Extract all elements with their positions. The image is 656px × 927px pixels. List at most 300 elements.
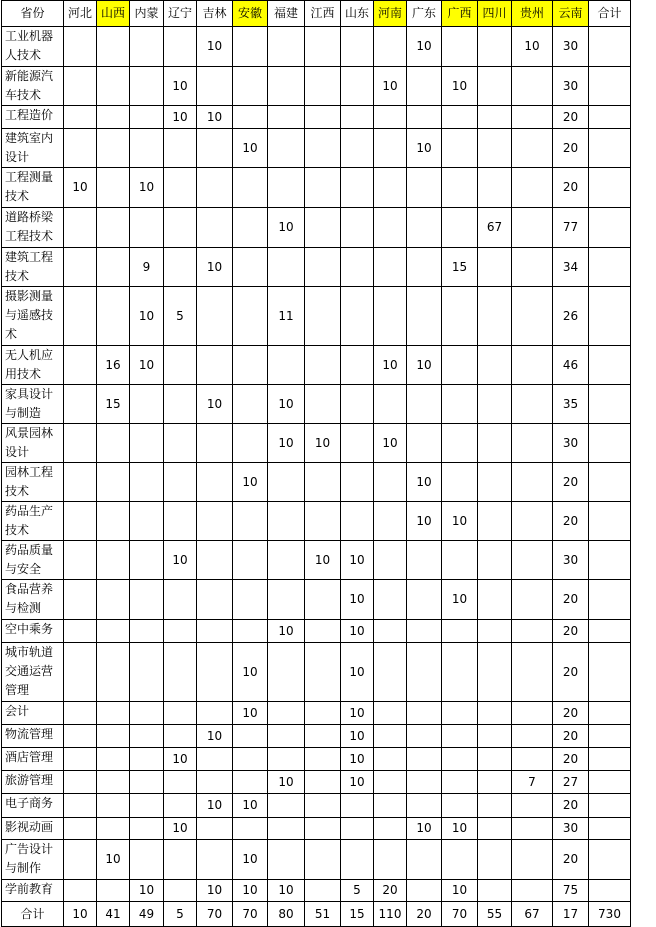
value-cell: 7 <box>512 771 553 794</box>
value-cell: 10 <box>130 168 164 208</box>
value-cell: 49 <box>130 902 164 927</box>
table-row <box>2 748 631 771</box>
value-cell <box>478 620 512 643</box>
value-cell <box>130 794 164 818</box>
value-cell <box>64 502 97 541</box>
row-label: 工业机器人技术 <box>2 27 64 67</box>
value-cell <box>305 106 341 129</box>
value-cell <box>130 27 164 67</box>
header-cell: 贵州 <box>512 1 553 27</box>
header-cell: 广东 <box>407 1 442 27</box>
value-cell: 30 <box>553 27 589 67</box>
row-label: 旅游管理 <box>2 771 64 794</box>
value-cell <box>64 818 97 840</box>
value-cell: 51 <box>305 902 341 927</box>
value-cell <box>478 106 512 129</box>
value-cell <box>305 643 341 702</box>
table-row <box>2 725 631 748</box>
value-cell <box>97 725 130 748</box>
value-cell <box>512 725 553 748</box>
value-cell <box>589 840 631 880</box>
value-cell <box>407 580 442 620</box>
value-cell <box>197 287 233 346</box>
value-cell <box>478 502 512 541</box>
table-row <box>2 702 631 725</box>
value-cell: 730 <box>589 902 631 927</box>
value-cell <box>130 702 164 725</box>
value-cell <box>512 106 553 129</box>
value-cell <box>478 725 512 748</box>
value-cell <box>164 840 197 880</box>
value-cell <box>407 287 442 346</box>
value-cell: 10 <box>268 424 305 463</box>
value-cell <box>478 771 512 794</box>
value-cell: 10 <box>233 794 268 818</box>
value-cell: 10 <box>341 748 374 771</box>
value-cell: 10 <box>197 725 233 748</box>
value-cell <box>374 818 407 840</box>
value-cell <box>268 27 305 67</box>
value-cell <box>97 168 130 208</box>
value-cell <box>233 541 268 580</box>
value-cell: 20 <box>553 620 589 643</box>
table-row <box>2 620 631 643</box>
value-cell <box>305 129 341 168</box>
value-cell <box>64 67 97 106</box>
value-cell <box>589 643 631 702</box>
value-cell <box>305 346 341 385</box>
value-cell <box>442 840 478 880</box>
value-cell <box>589 67 631 106</box>
value-cell <box>64 129 97 168</box>
value-cell <box>589 580 631 620</box>
value-cell <box>233 346 268 385</box>
value-cell: 55 <box>478 902 512 927</box>
value-cell <box>97 424 130 463</box>
value-cell <box>64 27 97 67</box>
table-row <box>2 168 631 208</box>
value-cell <box>64 385 97 424</box>
value-cell <box>64 346 97 385</box>
row-label: 风景园林设计 <box>2 424 64 463</box>
value-cell: 10 <box>374 67 407 106</box>
value-cell <box>374 541 407 580</box>
value-cell <box>268 106 305 129</box>
value-cell <box>97 248 130 287</box>
row-label: 学前教育 <box>2 880 64 902</box>
value-cell: 10 <box>233 129 268 168</box>
value-cell <box>478 129 512 168</box>
value-cell: 15 <box>341 902 374 927</box>
value-cell <box>478 702 512 725</box>
value-cell <box>512 794 553 818</box>
value-cell <box>589 771 631 794</box>
value-cell <box>407 424 442 463</box>
value-cell <box>305 771 341 794</box>
table-row <box>2 287 631 346</box>
value-cell <box>512 818 553 840</box>
value-cell <box>268 725 305 748</box>
value-cell: 10 <box>442 880 478 902</box>
value-cell <box>478 463 512 502</box>
value-cell: 10 <box>341 541 374 580</box>
value-cell <box>233 248 268 287</box>
value-cell <box>305 748 341 771</box>
value-cell: 10 <box>341 620 374 643</box>
value-cell <box>130 463 164 502</box>
header-cell: 福建 <box>268 1 305 27</box>
value-cell <box>374 794 407 818</box>
value-cell <box>478 168 512 208</box>
value-cell <box>268 67 305 106</box>
value-cell <box>305 880 341 902</box>
value-cell <box>442 702 478 725</box>
value-cell <box>407 385 442 424</box>
table-row <box>2 771 631 794</box>
value-cell <box>589 620 631 643</box>
value-cell: 10 <box>130 880 164 902</box>
value-cell <box>305 27 341 67</box>
value-cell <box>341 67 374 106</box>
header-cell: 江西 <box>305 1 341 27</box>
value-cell <box>305 385 341 424</box>
header-cell: 省份 <box>2 1 64 27</box>
value-cell <box>305 794 341 818</box>
value-cell <box>97 880 130 902</box>
value-cell: 15 <box>97 385 130 424</box>
value-cell: 20 <box>553 106 589 129</box>
value-cell <box>589 748 631 771</box>
table-row <box>2 880 631 902</box>
value-cell: 10 <box>268 880 305 902</box>
value-cell <box>164 725 197 748</box>
header-row <box>2 1 631 27</box>
value-cell <box>268 794 305 818</box>
header-cell: 四川 <box>478 1 512 27</box>
value-cell <box>268 168 305 208</box>
header-cell: 合计 <box>589 1 631 27</box>
value-cell: 10 <box>305 424 341 463</box>
value-cell <box>268 643 305 702</box>
value-cell: 10 <box>407 129 442 168</box>
value-cell <box>197 463 233 502</box>
value-cell <box>512 541 553 580</box>
value-cell <box>478 346 512 385</box>
row-label: 建筑工程技术 <box>2 248 64 287</box>
value-cell <box>130 208 164 248</box>
value-cell <box>374 208 407 248</box>
table-row <box>2 67 631 106</box>
value-cell <box>164 27 197 67</box>
value-cell <box>442 129 478 168</box>
value-cell <box>478 287 512 346</box>
value-cell <box>268 502 305 541</box>
value-cell: 10 <box>268 771 305 794</box>
header-cell: 山西 <box>97 1 130 27</box>
value-cell <box>233 287 268 346</box>
value-cell <box>478 840 512 880</box>
value-cell <box>130 502 164 541</box>
value-cell <box>374 771 407 794</box>
row-label: 影视动画 <box>2 818 64 840</box>
value-cell <box>64 725 97 748</box>
value-cell <box>407 748 442 771</box>
table-row <box>2 643 631 702</box>
value-cell: 75 <box>553 880 589 902</box>
value-cell <box>197 840 233 880</box>
row-label: 工程造价 <box>2 106 64 129</box>
value-cell: 67 <box>478 208 512 248</box>
value-cell: 10 <box>164 541 197 580</box>
value-cell <box>512 129 553 168</box>
value-cell <box>233 67 268 106</box>
row-label: 合计 <box>2 902 64 927</box>
value-cell <box>442 620 478 643</box>
value-cell: 10 <box>341 702 374 725</box>
value-cell <box>164 580 197 620</box>
value-cell <box>478 541 512 580</box>
value-cell <box>442 748 478 771</box>
value-cell: 10 <box>233 840 268 880</box>
value-cell: 10 <box>130 346 164 385</box>
value-cell <box>197 67 233 106</box>
value-cell <box>305 248 341 287</box>
table-row <box>2 502 631 541</box>
value-cell <box>197 748 233 771</box>
value-cell: 10 <box>164 748 197 771</box>
value-cell <box>97 580 130 620</box>
value-cell <box>305 702 341 725</box>
value-cell <box>97 502 130 541</box>
value-cell <box>512 580 553 620</box>
row-label: 新能源汽车技术 <box>2 67 64 106</box>
value-cell <box>341 248 374 287</box>
value-cell <box>164 794 197 818</box>
value-cell: 30 <box>553 541 589 580</box>
value-cell <box>374 248 407 287</box>
value-cell <box>442 287 478 346</box>
value-cell <box>589 794 631 818</box>
value-cell <box>374 725 407 748</box>
value-cell <box>341 502 374 541</box>
value-cell <box>233 424 268 463</box>
value-cell <box>305 463 341 502</box>
value-cell <box>374 385 407 424</box>
value-cell <box>341 818 374 840</box>
value-cell <box>512 346 553 385</box>
value-cell: 30 <box>553 424 589 463</box>
value-cell <box>589 106 631 129</box>
value-cell <box>341 840 374 880</box>
value-cell <box>197 346 233 385</box>
value-cell <box>197 771 233 794</box>
value-cell <box>442 794 478 818</box>
value-cell: 5 <box>164 287 197 346</box>
value-cell <box>233 168 268 208</box>
value-cell <box>374 502 407 541</box>
value-cell <box>589 818 631 840</box>
value-cell <box>374 840 407 880</box>
value-cell <box>478 385 512 424</box>
value-cell <box>130 748 164 771</box>
value-cell <box>197 541 233 580</box>
value-cell: 20 <box>553 748 589 771</box>
value-cell <box>341 168 374 208</box>
value-cell <box>589 541 631 580</box>
value-cell: 30 <box>553 67 589 106</box>
value-cell: 10 <box>407 346 442 385</box>
value-cell: 77 <box>553 208 589 248</box>
value-cell <box>268 129 305 168</box>
value-cell <box>374 168 407 208</box>
value-cell <box>130 67 164 106</box>
value-cell <box>442 463 478 502</box>
value-cell: 9 <box>130 248 164 287</box>
table-row <box>2 129 631 168</box>
table-row <box>2 106 631 129</box>
value-cell <box>512 643 553 702</box>
value-cell <box>197 424 233 463</box>
row-label: 物流管理 <box>2 725 64 748</box>
value-cell <box>130 840 164 880</box>
value-cell <box>64 880 97 902</box>
value-cell <box>407 771 442 794</box>
value-cell <box>341 106 374 129</box>
value-cell <box>64 248 97 287</box>
value-cell <box>407 702 442 725</box>
value-cell <box>478 424 512 463</box>
value-cell <box>130 385 164 424</box>
value-cell: 110 <box>374 902 407 927</box>
value-cell <box>374 106 407 129</box>
value-cell <box>589 208 631 248</box>
value-cell: 20 <box>553 702 589 725</box>
value-cell <box>305 208 341 248</box>
value-cell <box>64 748 97 771</box>
value-cell <box>97 129 130 168</box>
value-cell <box>407 794 442 818</box>
value-cell <box>64 106 97 129</box>
value-cell <box>442 771 478 794</box>
value-cell <box>64 840 97 880</box>
value-cell <box>268 248 305 287</box>
table-row <box>2 385 631 424</box>
value-cell <box>341 794 374 818</box>
value-cell <box>64 620 97 643</box>
value-cell: 10 <box>268 620 305 643</box>
value-cell <box>64 771 97 794</box>
value-cell <box>305 287 341 346</box>
value-cell: 10 <box>407 502 442 541</box>
value-cell <box>130 818 164 840</box>
value-cell <box>407 880 442 902</box>
value-cell: 20 <box>553 502 589 541</box>
value-cell <box>407 208 442 248</box>
value-cell <box>197 580 233 620</box>
value-cell: 10 <box>442 818 478 840</box>
value-cell <box>512 702 553 725</box>
row-label: 建筑室内设计 <box>2 129 64 168</box>
value-cell <box>233 818 268 840</box>
value-cell <box>97 463 130 502</box>
value-cell <box>130 643 164 702</box>
value-cell <box>64 541 97 580</box>
value-cell: 70 <box>442 902 478 927</box>
value-cell <box>341 27 374 67</box>
value-cell <box>233 771 268 794</box>
value-cell <box>64 580 97 620</box>
value-cell <box>130 106 164 129</box>
header-cell: 辽宁 <box>164 1 197 27</box>
value-cell <box>97 67 130 106</box>
value-cell <box>442 385 478 424</box>
value-cell <box>589 385 631 424</box>
value-cell <box>442 106 478 129</box>
value-cell: 10 <box>442 580 478 620</box>
value-cell: 10 <box>407 463 442 502</box>
value-cell: 10 <box>197 248 233 287</box>
table-row <box>2 580 631 620</box>
value-cell <box>407 725 442 748</box>
value-cell: 20 <box>407 902 442 927</box>
value-cell <box>233 385 268 424</box>
value-cell: 35 <box>553 385 589 424</box>
value-cell: 20 <box>553 580 589 620</box>
value-cell <box>442 643 478 702</box>
value-cell <box>589 27 631 67</box>
value-cell <box>268 840 305 880</box>
value-cell <box>478 248 512 287</box>
value-cell <box>374 580 407 620</box>
row-label: 空中乘务 <box>2 620 64 643</box>
value-cell <box>130 620 164 643</box>
value-cell <box>97 208 130 248</box>
value-cell: 10 <box>233 643 268 702</box>
value-cell <box>97 287 130 346</box>
row-label: 工程测量技术 <box>2 168 64 208</box>
value-cell <box>512 748 553 771</box>
value-cell <box>64 463 97 502</box>
value-cell <box>442 168 478 208</box>
value-cell: 27 <box>553 771 589 794</box>
value-cell <box>305 67 341 106</box>
value-cell <box>442 541 478 580</box>
value-cell <box>97 27 130 67</box>
value-cell <box>305 725 341 748</box>
value-cell <box>233 27 268 67</box>
value-cell <box>64 794 97 818</box>
value-cell: 10 <box>442 67 478 106</box>
row-label: 广告设计与制作 <box>2 840 64 880</box>
value-cell: 10 <box>233 880 268 902</box>
value-cell <box>164 502 197 541</box>
value-cell <box>64 287 97 346</box>
value-cell <box>512 67 553 106</box>
value-cell <box>478 748 512 771</box>
value-cell <box>233 580 268 620</box>
value-cell: 10 <box>341 725 374 748</box>
header-cell: 河北 <box>64 1 97 27</box>
value-cell: 10 <box>374 346 407 385</box>
value-cell <box>164 385 197 424</box>
value-cell <box>407 248 442 287</box>
value-cell <box>164 771 197 794</box>
value-cell: 10 <box>164 106 197 129</box>
table-row <box>2 27 631 67</box>
value-cell: 10 <box>268 208 305 248</box>
value-cell: 34 <box>553 248 589 287</box>
value-cell <box>305 620 341 643</box>
